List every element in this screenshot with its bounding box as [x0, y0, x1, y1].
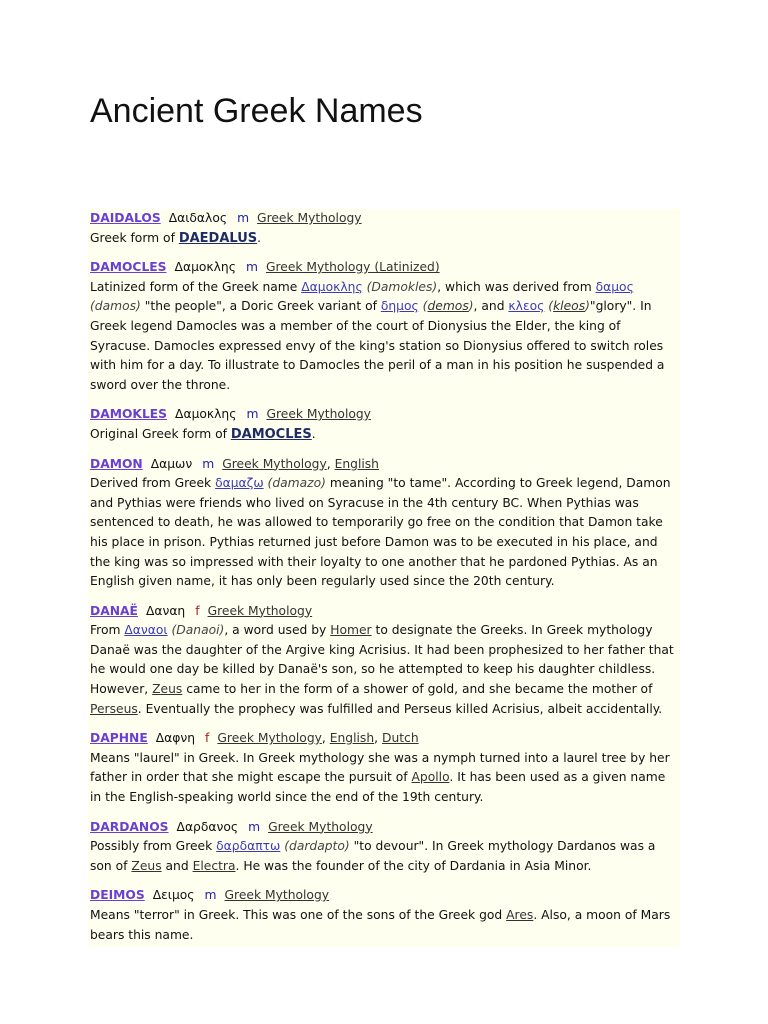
name-entry-damokles [90, 405, 678, 444]
description-text: Original Greek form of [90, 426, 231, 441]
usage-link-dutch[interactable]: Dutch [381, 731, 419, 746]
name-entry-dardanos [90, 818, 678, 877]
entry-header [90, 258, 678, 278]
greek-spelling: Δαφνη [155, 731, 196, 746]
name-entry-damon [90, 455, 678, 592]
usage-link-greek-mythology[interactable]: Greek Mythology [257, 211, 362, 225]
usage-list [208, 604, 313, 618]
entry-header [90, 455, 678, 475]
gender-label: f [195, 603, 200, 618]
transliteration: (damazo) [263, 476, 326, 491]
greek-word-link[interactable]: κλεος [508, 299, 545, 314]
reference-link[interactable]: Homer [330, 623, 372, 638]
name-entries-list [88, 209, 680, 947]
transliteration: (dardapto) [280, 839, 350, 854]
entry-header [90, 405, 678, 425]
description-text: . [311, 426, 316, 441]
entry-header [90, 602, 678, 622]
entry-description [90, 229, 678, 249]
name-link[interactable]: DARDANOS [90, 819, 169, 834]
name-entry-daphne [90, 729, 678, 807]
transliteration: (damos) [90, 299, 141, 314]
gender-label: m [246, 407, 259, 422]
description-text: . Also, a moon of Mars bears this name. [90, 908, 671, 942]
name-link[interactable]: DAMOCLES [90, 260, 167, 275]
description-text: "glory". In Greek legend Damocles was a member of the court of Dionysius the Elder, the king of Syracuse. Damocles expressed envy of the king's station so Dionysius offered to switch roles with him for a day. To illustrate to Damocles the peril of a man in his position he suspended a sword over the throne. [90, 299, 665, 392]
greek-spelling: Δαμων [150, 456, 193, 471]
name-entry-deimos [90, 886, 678, 945]
reference-link[interactable]: Zeus [152, 682, 183, 697]
name-reference-link[interactable]: DAMOCLES [230, 426, 312, 442]
entry-description [90, 621, 678, 719]
gender-label: m [237, 211, 250, 225]
description-text: Greek form of [90, 230, 179, 245]
name-link[interactable]: DAPHNE [90, 731, 148, 746]
name-link[interactable]: DEIMOS [90, 888, 145, 903]
gender-label: f [205, 731, 210, 746]
usage-link-english[interactable]: English [329, 731, 375, 746]
entry-header [90, 209, 678, 229]
description-text: "the people", a Doric Greek variant of [140, 299, 381, 314]
description-text: came to her in the form of a shower of gold, and she became the mother of [182, 682, 653, 697]
entry-description [90, 425, 678, 445]
greek-word-link[interactable]: δαρδαπτω [216, 839, 281, 854]
reference-link[interactable]: Apollo [411, 770, 450, 785]
transliteration-link[interactable]: demos [427, 299, 469, 314]
transliteration: ) [468, 299, 474, 314]
greek-word-link[interactable]: δημος [380, 299, 419, 314]
greek-spelling: Δειμος [152, 888, 195, 903]
usage-list [268, 820, 373, 834]
description-text: , and [473, 299, 509, 314]
gender-label: m [248, 819, 261, 834]
entry-description [90, 837, 678, 876]
greek-word-link[interactable]: Δαμοκλης [301, 279, 363, 294]
description-text: Derived from Greek [90, 476, 216, 491]
usage-link-greek-mythology[interactable]: Greek Mythology [222, 456, 327, 471]
gender-label: m [245, 260, 258, 275]
name-link[interactable]: DANAË [90, 603, 138, 618]
usage-list [225, 888, 330, 902]
entry-description [90, 474, 678, 592]
usage-list [266, 260, 440, 274]
usage-link-greek-mythology[interactable]: Greek Mythology [224, 888, 330, 903]
name-link[interactable]: DAMON [90, 456, 143, 471]
transliteration-link[interactable]: kleos [553, 299, 586, 314]
description-text: and [161, 858, 193, 873]
entry-description [90, 906, 678, 945]
entry-description [90, 749, 678, 808]
description-text: meaning "to tame". According to Greek legend, Damon and Pythias were friends who lived on Syracuse in the 4th century BC. When Pythias was sentenced to death, he was allowed to temporarily go free on the condition that Damon take his place in prison. Pythias returned just before Damon was to be executed in his place, and the king was so impressed with their loyalty to one another that he pardoned Pythias. As an English given name, it has only been regularly used since the 20th century. [90, 476, 671, 589]
entry-header [90, 886, 678, 906]
description-text: Means "laurel" in Greek. In Greek mythology she was a nymph turned into a laurel tree by her father in order that she might escape the pursuit of [90, 750, 670, 785]
entry-header [90, 818, 678, 838]
reference-link[interactable]: Zeus [131, 858, 162, 873]
reference-link[interactable]: Ares [506, 908, 534, 922]
page-title: Ancient Greek Names [90, 92, 423, 130]
transliteration: ( [544, 299, 554, 314]
name-entry-danae [90, 602, 678, 720]
entry-header [90, 729, 678, 749]
usage-list [266, 407, 371, 421]
description-text: . Eventually the prophecy was fulfilled and Perseus killed Acrisius, albeit accidentally. [137, 701, 663, 716]
usage-link-greek-mythology-latinized[interactable]: Greek Mythology (Latinized) [265, 260, 440, 275]
usage-list: Greek Mythology, English [222, 456, 379, 471]
name-entry-damocles [90, 258, 678, 395]
usage-list: Greek Mythology, English, Dutch [217, 731, 419, 746]
usage-link-greek-mythology[interactable]: Greek Mythology [268, 819, 373, 834]
greek-word-link[interactable]: Δαναοι [124, 623, 168, 638]
description-text: Means "terror" in Greek. This was one of the sons of the Greek god [90, 908, 507, 922]
transliteration: ) [585, 299, 590, 314]
usage-list [257, 211, 362, 225]
reference-link[interactable]: Electra [192, 858, 236, 873]
gender-label: m [202, 456, 215, 471]
description-text: From [90, 623, 125, 638]
name-reference-link[interactable]: DAEDALUS [178, 230, 258, 246]
greek-spelling: Δαναη [145, 603, 186, 618]
transliteration: ( [418, 299, 428, 314]
description-text: "to devour". In Greek mythology Dardanos was a son of [90, 839, 656, 873]
description-text: . [257, 230, 262, 245]
greek-word-link[interactable]: δαμος [595, 279, 634, 294]
greek-spelling: Δαρδανος [176, 819, 239, 834]
description-text: to designate the Greeks. In Greek mythology Danaë was the daughter of the Argive king Acrisius. It had been prophesized to her father that he would one day be killed by Danaë's son, so he attempted to keep his daughter childless. [90, 623, 674, 677]
usage-link-greek-mythology[interactable]: Greek Mythology [266, 407, 371, 422]
name-entry-daidalos [90, 209, 678, 248]
greek-spelling: Δαιδαλος [168, 211, 228, 225]
entry-description [90, 278, 678, 396]
gender-label: m [204, 888, 217, 903]
greek-word-link[interactable]: δαμαζω [215, 476, 264, 491]
usage-link-greek-mythology[interactable]: Greek Mythology [207, 603, 313, 618]
description-text: However, [90, 682, 153, 697]
reference-link[interactable]: Perseus [90, 701, 138, 716]
usage-link-english[interactable]: English [334, 456, 379, 471]
usage-link-greek-mythology[interactable]: Greek Mythology [217, 731, 322, 746]
description-text: . It has been used as a given name in the English-speaking world since the end of the 19th century. [90, 770, 666, 805]
description-text: , a word used by [224, 623, 331, 638]
greek-spelling: Δαμοκλης [174, 260, 236, 275]
transliteration: (Damokles) [362, 279, 438, 294]
description-text: , which was derived from [437, 279, 596, 294]
description-text: Latinized form of the Greek name [90, 279, 302, 294]
description-text: Possibly from Greek [90, 839, 217, 854]
name-link[interactable]: DAMOKLES [90, 407, 168, 422]
description-text: . He was the founder of the city of Dardania in Asia Minor. [235, 858, 592, 873]
transliteration: (Danaoi) [167, 623, 225, 638]
greek-spelling: Δαμοκλης [175, 407, 237, 422]
name-link[interactable]: DAIDALOS [90, 211, 161, 225]
